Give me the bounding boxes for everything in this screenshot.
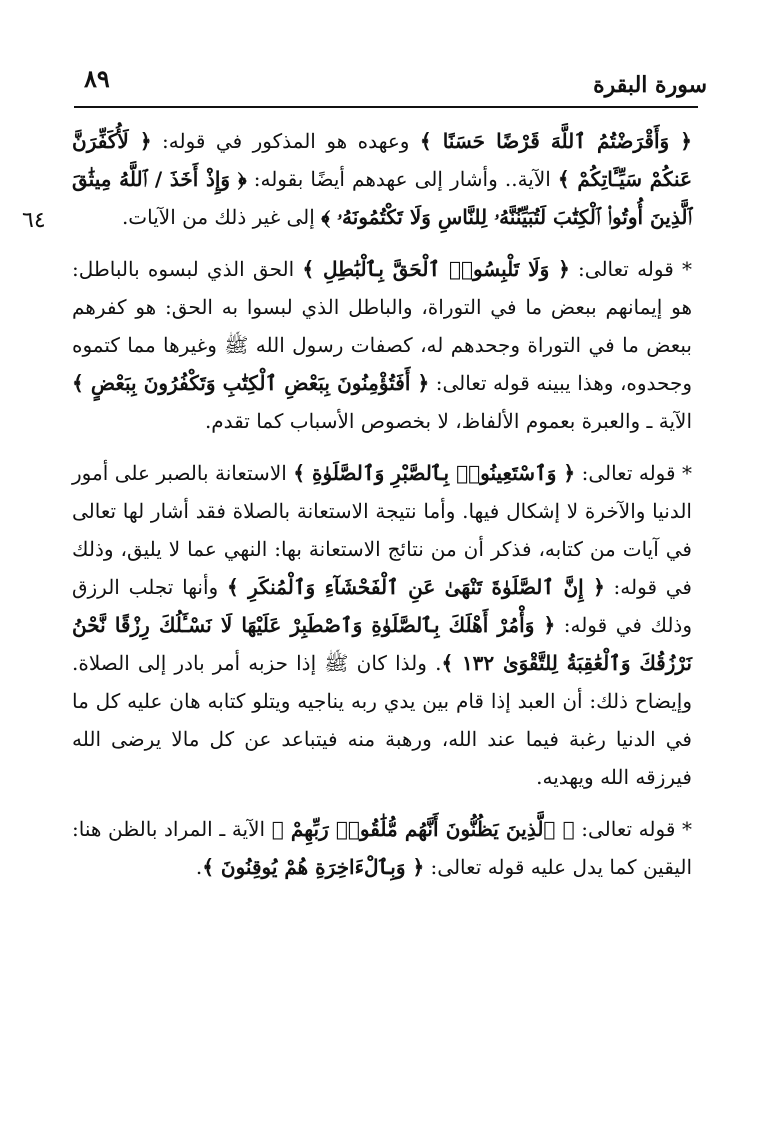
commentary-text: . ولذا كان ﷺ إذا حزبه أمر بادر إلى الصلاة. وإيضاح ذلك: أن العبد إذا قام بين يدي ربه يناجيه ويتلو كتابه هان عليه كل ما في الدنيا رغبة فيما عند الله، ورهبة منه فيتباعد عن كل مالا يرضى الله فيرزقه الله ويهديه. — [72, 651, 692, 789]
paragraph-covenant — [72, 122, 692, 236]
commentary-text: الآية ـ المراد بالظن هنا: اليقين كما يدل عليه قوله تعالى: — [72, 817, 692, 879]
commentary-text: . — [195, 855, 203, 879]
commentary-text: وأنها تجلب الرزق وذلك في قوله: — [72, 575, 692, 637]
quran-verse: ﴿ وَلَا تَلْبِسُوا۟ ٱلْحَقَّ بِٱلْبَٰطِلِ ﴾ — [302, 257, 570, 281]
margin-page-reference: ٦٤ — [22, 208, 46, 233]
paragraph-patience-prayer — [72, 454, 692, 796]
quran-verse: ﴿ وَبِٱلْءَاخِرَةِ هُمْ يُوقِنُونَ ﴾ — [202, 855, 425, 879]
paragraph-truth-falsehood — [72, 250, 692, 440]
commentary-text: * قوله تعالى: — [569, 257, 692, 281]
quran-verse: ﴿ وَأَقْرَضْتُمُ ٱللَّهَ قَرْضًا حَسَنًا ﴾ — [419, 129, 692, 153]
header-divider — [74, 106, 698, 108]
commentary-text: الاستعانة بالصبر على أمور الدنيا والآخرة لا إشكال فيها. وأما نتيجة الاستعانة بالصلاة فقد أشار لها تعالى في آيات من كتابه، فذكر أن من نتائج الاستعانة بها: النهي عما لا يليق، وذلك في قوله: — [72, 461, 692, 599]
commentary-text: الآية.. وأشار إلى عهدهم أيضًا بقوله: — [246, 167, 558, 191]
quran-verse: ﴿ وَأْمُرْ أَهْلَكَ بِٱلصَّلَوٰةِ وَٱصْطَبِرْ عَلَيْهَا لَا نَسْـَٔلُكَ رِزْقًا نَّحْنُ نَرْزُقُكَ وَٱلْعَٰقِبَةُ لِلتَّقْوَىٰ ١٣٢ ﴾ — [72, 613, 693, 675]
commentary-text: الحق الذي لبسوه بالباطل: هو إيمانهم ببعض ما في التوراة، والباطل الذي لبسوا به الحق: هو كفرهم ببعض ما في التوراة وجحدهم له، كصفات رسول الله ﷺ وغيرها مما كتموه وجحدوه، وهذا يبينه قوله تعالى: — [72, 257, 692, 395]
commentary-text: وعهده هو المذكور في قوله: — [151, 129, 420, 153]
quran-verse: ﴿ ٱلَّذِينَ يَظُنُّونَ أَنَّهُم مُّلَٰقُوا۟ رَبِّهِمْ ﴾ — [271, 817, 575, 841]
page-body — [72, 122, 692, 900]
paragraph-certainty — [72, 810, 692, 886]
quran-verse: ﴿ لَأُكَفِّرَنَّ عَنكُمْ سَيِّـَٔاتِكُمْ ﴾ — [72, 129, 693, 191]
commentary-text: * قوله تعالى: — [574, 817, 693, 841]
page-number: ٨٩ — [84, 64, 110, 93]
quran-verse: ﴿ إِنَّ ٱلصَّلَوٰةَ تَنْهَىٰ عَنِ ٱلْفَحْشَآءِ وَٱلْمُنكَرِ ﴾ — [226, 575, 605, 599]
commentary-text: الآية ـ والعبرة بعموم الألفاظ، لا بخصوص الأسباب كما تقدم. — [204, 409, 692, 433]
surah-title: سورة البقرة — [593, 72, 707, 98]
quran-verse: ﴿ وَإِذْ أَخَذَ / ٱللَّهُ مِيثَٰقَ ٱلَّذِينَ أُوتُوا۟ ٱلْكِتَٰبَ لَتُبَيِّنُنَّهُۥ لِلنَّاسِ وَلَا تَكْتُمُونَهُۥ ﴾ — [72, 167, 692, 229]
commentary-text: إلى غير ذلك من الآيات. — [121, 205, 322, 229]
quran-verse: ﴿ وَٱسْتَعِينُوا۟ بِٱلصَّبْرِ وَٱلصَّلَوٰةِ ﴾ — [293, 461, 576, 485]
quran-verse: ﴿ أَفَتُؤْمِنُونَ بِبَعْضِ ٱلْكِتَٰبِ وَتَكْفُرُونَ بِبَعْضٍ ﴾ — [72, 371, 430, 395]
commentary-text: * قوله تعالى: — [575, 461, 692, 485]
